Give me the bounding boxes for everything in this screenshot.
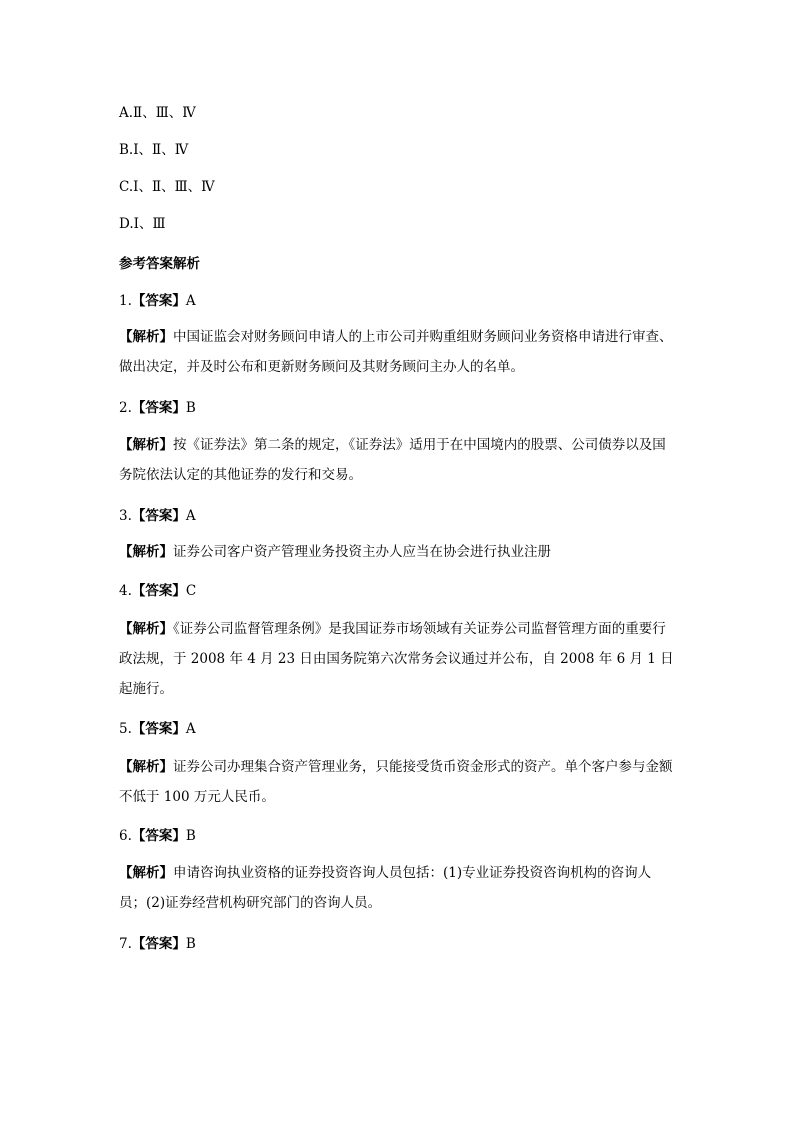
option-d: D.Ⅰ、Ⅲ: [119, 216, 166, 232]
answer-value: A: [185, 293, 196, 309]
option-c: C.Ⅰ、Ⅱ、Ⅲ、Ⅳ: [119, 179, 215, 195]
analysis-text: 证券公司客户资产管理业务投资主办人应当在协会进行执业注册: [173, 544, 551, 560]
answer-line-3: [119, 508, 196, 524]
analysis-text: 证券公司办理集合资产管理业务，只能接受货币资金形式的资产。单个客户参与金额不低于 100 万元人民币。: [119, 759, 673, 805]
answer-value: A: [185, 721, 196, 737]
analysis-text: 中国证监会对财务顾问申请人的上市公司并购重组财务顾问业务资格申请进行审查、做出决定，并及时公布和更新财务顾问及其财务顾问主办人的名单。: [119, 329, 673, 375]
analysis-text: 申请咨询执业资格的证券投资咨询人员包括：(1)专业证券投资咨询机构的咨询人员；(2)证券经营机构研究部门的咨询人员。: [119, 865, 652, 911]
answer-number: 3.: [119, 508, 132, 524]
analysis-paragraph-2: [119, 430, 675, 490]
analysis-tag: 【解析】: [119, 865, 173, 881]
answer-line-1: [119, 293, 196, 309]
analysis-tag: 【解析】: [119, 544, 173, 560]
answer-number: 7.: [119, 936, 132, 952]
answer-value: A: [185, 508, 196, 524]
section-title: 参考答案解析: [119, 256, 200, 272]
answer-number: 6.: [119, 828, 132, 844]
answer-value: B: [185, 400, 196, 416]
analysis-paragraph-1: [119, 322, 675, 382]
answer-value: B: [185, 936, 196, 952]
answer-number: 4.: [119, 583, 132, 599]
answer-line-6: [119, 828, 196, 844]
analysis-tag: 【解析】: [119, 437, 173, 453]
answer-tag: 【答案】: [131, 400, 186, 416]
answer-tag: 【答案】: [131, 293, 186, 309]
answer-tag: 【答案】: [131, 508, 186, 524]
analysis-text: 《证券公司监督管理条例》是我国证券市场领域有关证券公司监督管理方面的重要行政法规，于 2008 年 4 月 23 日由国务院第六次常务会议通过并公布，自 2008 年 6 月 1 日起施行。: [119, 621, 674, 697]
option-b: B.Ⅰ、Ⅱ、Ⅳ: [119, 142, 189, 158]
analysis-tag: 【解析】: [119, 329, 173, 345]
analysis-paragraph-3: [119, 537, 675, 567]
answer-value: C: [185, 583, 197, 599]
analysis-tag: 【解析】: [119, 759, 173, 775]
analysis-tag: 【解析】: [119, 621, 173, 637]
answer-tag: 【答案】: [131, 828, 186, 844]
analysis-text: 按《证券法》第二条的规定，《证券法》适用于在中国境内的股票、公司债券以及国务院依法认定的其他证券的发行和交易。: [119, 437, 666, 483]
analysis-paragraph-5: [119, 752, 675, 812]
answer-line-2: [119, 400, 196, 416]
answer-line-7: [119, 936, 196, 952]
answer-number: 1.: [119, 293, 132, 309]
answer-tag: 【答案】: [131, 583, 186, 599]
answer-tag: 【答案】: [131, 721, 186, 737]
answer-value: B: [185, 828, 196, 844]
answer-number: 2.: [119, 400, 132, 416]
analysis-paragraph-4: [119, 614, 675, 704]
answer-line-5: [119, 721, 196, 737]
analysis-paragraph-6: [119, 858, 675, 918]
answer-tag: 【答案】: [131, 936, 186, 952]
answer-number: 5.: [119, 721, 132, 737]
option-a: A.Ⅱ、Ⅲ、Ⅳ: [119, 105, 196, 121]
answer-line-4: [119, 583, 196, 599]
